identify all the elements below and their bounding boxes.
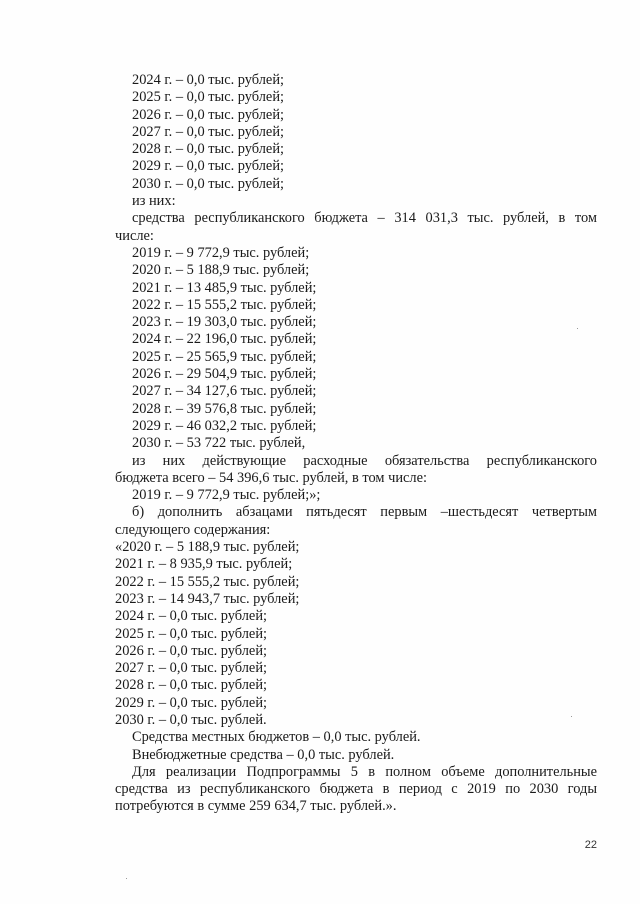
text-line: 2030 г. – 53 722 тыс. рублей, [132,435,306,452]
document-body [115,72,597,816]
paragraph-final: Для реализации Подпрограммы 5 в полном объеме дополнительные [132,763,597,780]
text-line: 2021 г. – 8 935,9 тыс. рублей; [115,556,293,573]
paragraph-final-cont: средства из республиканского бюджета в период с 2019 по 2030 годы [115,781,597,798]
text-line-local-budgets: Средства местных бюджетов – 0,0 тыс. рублей. [132,729,421,746]
text-line: 2028 г. – 0,0 тыс. рублей; [115,677,268,694]
text-line: «2020 г. – 5 188,9 тыс. рублей; [115,539,300,556]
text-line: 2024 г. – 22 196,0 тыс. рублей; [132,331,317,348]
text-line: 2028 г. – 0,0 тыс. рублей; [132,141,285,158]
text-line: 2023 г. – 14 943,7 тыс. рублей; [115,590,300,607]
text-line: 2022 г. – 15 555,2 тыс. рублей; [132,296,317,313]
text-line: 2026 г. – 0,0 тыс. рублей; [132,106,285,123]
text-line: 2024 г. – 0,0 тыс. рублей; [132,72,285,88]
text-line: 2025 г. – 0,0 тыс. рублей; [115,625,268,642]
paragraph-obligations-cont: бюджета всего – 54 396,6 тыс. рублей, в том числе: [115,469,427,486]
text-line: 2026 г. – 0,0 тыс. рублей; [115,642,268,659]
text-line: 2025 г. – 0,0 тыс. рублей; [132,89,285,106]
text-line: 2021 г. – 13 485,9 тыс. рублей; [132,279,317,296]
text-line: 2026 г. – 29 504,9 тыс. рублей; [132,366,317,383]
text-line-extrabudgetary: Внебюджетные средства – 0,0 тыс. рублей. [132,746,395,763]
paragraph-republic-budget-cont: числе: [115,227,154,244]
text-line: 2030 г. – 0,0 тыс. рублей; [132,175,285,192]
scan-speck [126,878,127,879]
paragraph-item-b-cont: следующего содержания: [115,521,271,538]
text-line: 2027 г. – 0,0 тыс. рублей; [115,660,268,677]
text-line: 2027 г. – 34 127,6 тыс. рублей; [132,383,317,400]
text-line: 2023 г. – 19 303,0 тыс. рублей; [132,314,317,331]
text-line: 2029 г. – 0,0 тыс. рублей; [115,694,268,711]
paragraph-obligations: из них действующие расходные обязательства республиканского [132,452,597,469]
page-number: 22 [584,839,597,851]
text-line: 2022 г. – 15 555,2 тыс. рублей; [115,573,300,590]
text-line: 2025 г. – 25 565,9 тыс. рублей; [132,348,317,365]
text-line: 2020 г. – 5 188,9 тыс. рублей; [132,262,310,279]
text-line: 2028 г. – 39 576,8 тыс. рублей; [132,400,317,417]
paragraph-republic-budget: средства республиканского бюджета – 314 031,3 тыс. рублей, в том [132,210,597,227]
paragraph-final-end: потребуются в сумме 259 634,7 тыс. рублей.». [115,798,397,815]
text-line: 2019 г. – 9 772,9 тыс. рублей; [132,244,310,261]
text-line: 2027 г. – 0,0 тыс. рублей; [132,123,285,140]
scan-speck [577,328,578,329]
text-line: 2024 г. – 0,0 тыс. рублей; [115,608,268,625]
text-line: 2029 г. – 0,0 тыс. рублей; [132,158,285,175]
text-line: 2019 г. – 9 772,9 тыс. рублей;»; [132,487,321,504]
scan-speck [571,716,572,717]
text-line: из них: [132,193,176,210]
paragraph-item-b: б) дополнить абзацами пятьдесят первым –шестьдесят четвертым [132,504,597,521]
text-line: 2029 г. – 46 032,2 тыс. рублей; [132,417,317,434]
text-line: 2030 г. – 0,0 тыс. рублей. [115,711,267,728]
